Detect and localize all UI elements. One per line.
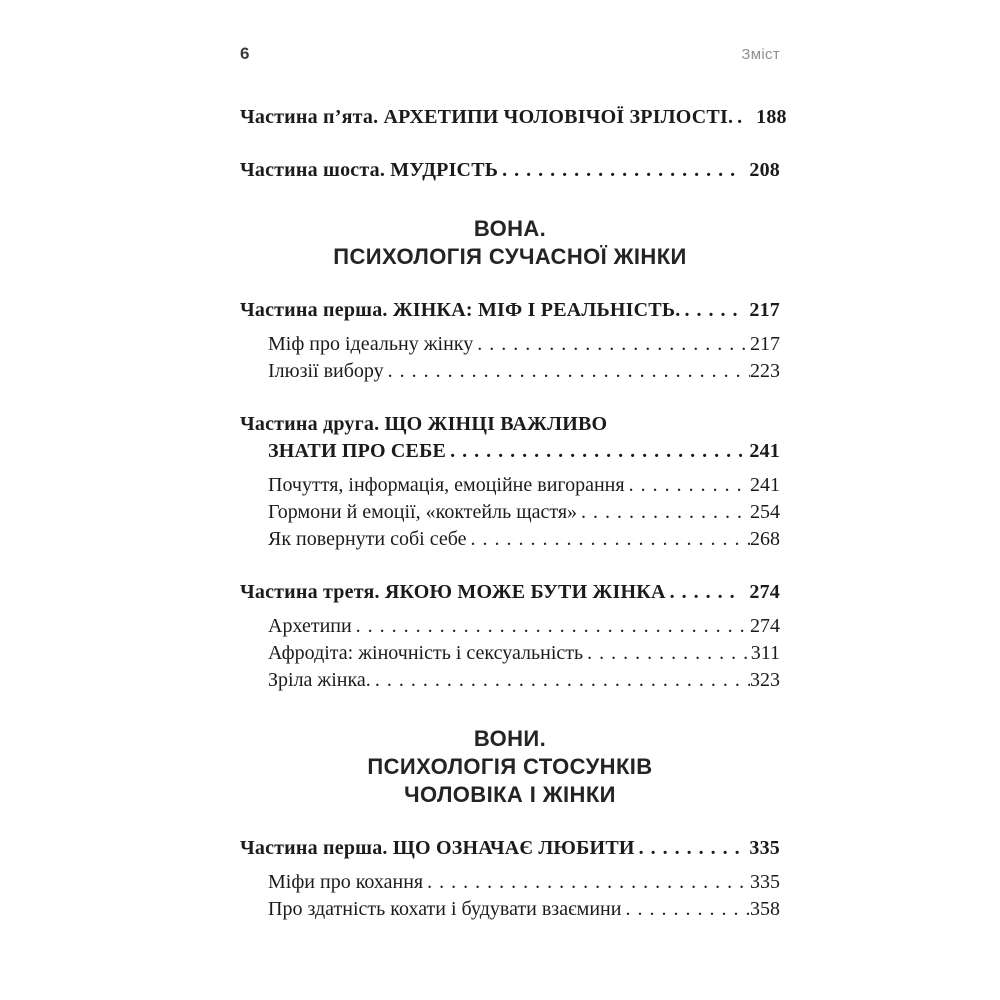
toc-entry-page: 311 [750,642,780,664]
toc-entry-label: Міф про ідеальну жінку [268,333,474,355]
toc-entry-sub [240,667,780,694]
dot-leader [450,438,742,465]
section-heading-vona [240,215,780,271]
page-number: 6 [240,44,250,63]
toc-entry-label: Як повернути собі себе [268,528,467,550]
toc-entry-sub [240,499,780,526]
dot-leader [581,499,750,526]
toc-sub-list [240,613,780,694]
toc-entry-page: 217 [749,299,780,321]
dot-leader [375,667,750,694]
toc-entry-page: 241 [750,474,780,496]
toc-entry-sub [240,472,780,499]
dot-leader [427,869,750,896]
toc-entry-page: 223 [750,360,780,382]
dot-leader [587,640,751,667]
toc-entry-sub [240,640,780,667]
toc-entry-sub [240,331,780,358]
toc-entry-label: Зріла жінка. [268,669,371,691]
toc-entry-sub [240,613,780,640]
dot-leader [477,331,750,358]
toc-entry-page: 323 [750,669,780,691]
dot-leader [629,472,750,499]
toc-entry-page: 254 [750,501,780,523]
toc-entry-part [240,157,780,184]
toc-entry-page: 335 [749,837,780,859]
section-heading-line: ПСИХОЛОГІЯ СУЧАСНОЇ ЖІНКИ [333,244,687,269]
toc-entry-label: Частина перша. ЩО ОЗНАЧАЄ ЛЮБИТИ [240,837,635,859]
running-header [240,44,780,64]
toc-entry-page: 188 [756,106,787,128]
toc-sub-list [240,869,780,923]
dot-leader [684,297,742,324]
dot-leader [356,613,750,640]
dot-leader [625,896,750,923]
toc-entry-label: Про здатність кохати і будувати взаємини [268,898,622,920]
toc-sub-list [240,472,780,553]
toc-entry-part [240,104,787,131]
toc-entry-part-line2 [240,438,780,465]
section-heading-line: ПСИХОЛОГІЯ СТОСУНКІВ [367,754,653,779]
toc-entry-label: Афродіта: жіночність і сексуальність [268,642,584,664]
section-heading-vony [240,725,780,809]
toc-entry-page: 274 [749,581,780,603]
toc-entry-sub [240,896,780,923]
dot-leader [670,579,743,606]
dot-leader [639,835,743,862]
toc-entry-label: Ілюзії вибору [268,360,384,382]
toc-entry-sub [240,869,780,896]
toc-entry-label: Частина п’ята. АРХЕТИПИ ЧОЛОВІЧОЇ ЗРІЛОСТІ. [240,106,734,128]
dot-leader [737,104,749,131]
toc-sub-list [240,331,780,385]
section-heading-line: ВОНА. [473,216,547,241]
section-heading-line: ВОНИ. [473,726,547,751]
table-of-contents [240,104,787,923]
toc-entry-page: 208 [749,159,780,181]
toc-entry-page: 241 [749,440,780,462]
toc-entry-label: Міфи про кохання [268,871,424,893]
dot-leader [388,358,750,385]
toc-entry-label: Архетипи [268,615,352,637]
toc-entry-page: 335 [750,871,780,893]
section-heading-line: ЧОЛОВІКА І ЖІНКИ [404,782,616,807]
toc-entry-sub [240,526,780,553]
toc-entry-page: 268 [750,528,780,550]
toc-entry-label: Почуття, інформація, емоційне вигорання [268,474,625,496]
toc-entry-part [240,297,780,324]
toc-entry-part [240,579,780,606]
toc-entry-page: 274 [750,615,780,637]
dot-leader [502,157,742,184]
toc-entry-part [240,835,780,862]
toc-entry-page: 217 [750,333,780,355]
toc-entry-label: Частина третя. ЯКОЮ МОЖЕ БУТИ ЖІНКА [240,581,666,603]
page-content [240,44,787,923]
toc-entry-label: ЗНАТИ ПРО СЕБЕ [268,440,447,462]
toc-entry-sub [240,358,780,385]
toc-entry-label: Частина шоста. МУДРІСТЬ [240,159,499,181]
dot-leader [471,526,750,553]
running-title: Зміст [741,46,780,63]
toc-entry-page: 358 [750,898,780,920]
toc-entry-label: Частина перша. ЖІНКА: МІФ І РЕАЛЬНІСТЬ. [240,299,681,321]
toc-entry-label: Гормони й емоції, «коктейль щастя» [268,501,578,523]
toc-entry-part-line1: Частина друга. ЩО ЖІНЦІ ВАЖЛИВО [240,413,608,435]
